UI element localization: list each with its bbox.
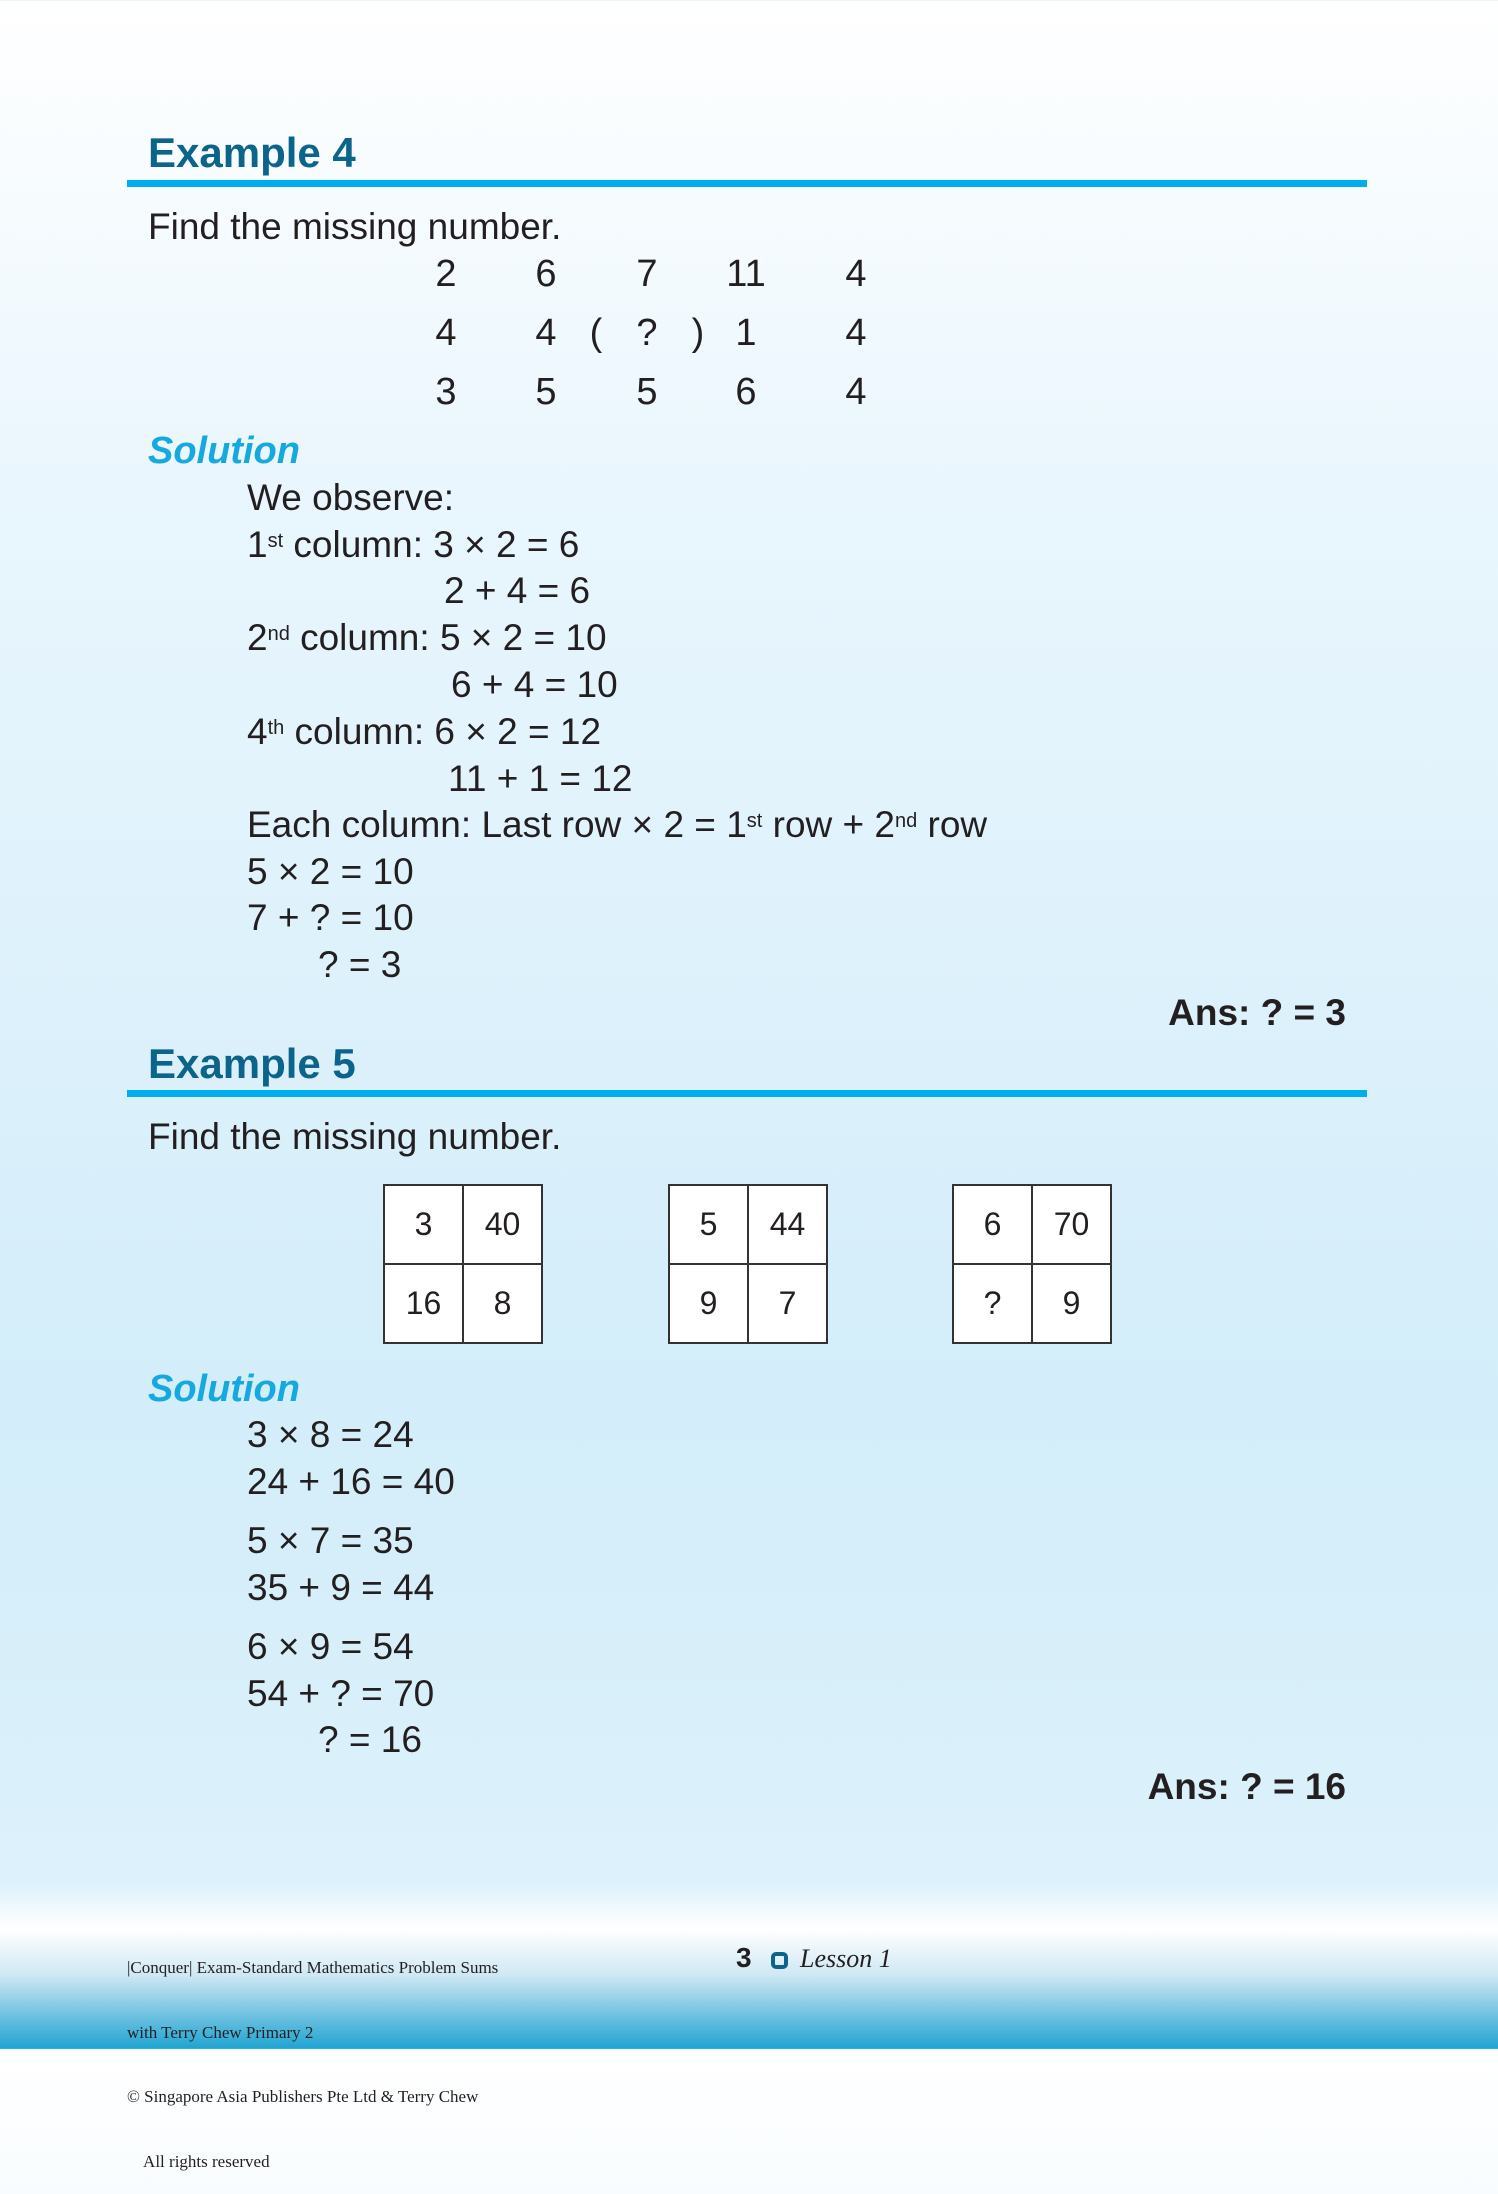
box-cell: 40 (463, 1185, 542, 1264)
grid-cell: 5 (636, 371, 658, 413)
box-cell: 70 (1032, 1185, 1111, 1264)
box-cell: 16 (384, 1264, 463, 1343)
number-box-2 (668, 1184, 828, 1344)
grid-cell: 4 (845, 371, 867, 413)
superscript: st (267, 530, 284, 552)
solution-line (247, 523, 579, 567)
answer: Ans: ? = 16 (1147, 1766, 1346, 1807)
grid-cell: 11 (726, 253, 766, 295)
solution-line: ? = 3 (318, 944, 402, 985)
credit-line: |Conquer| Exam-Standard Mathematics Problem Sums (127, 1958, 499, 1977)
solution-line (247, 710, 601, 754)
solution-line: 5 × 2 = 10 (247, 851, 414, 892)
paren-close: ) (691, 312, 705, 354)
number-box-1 (383, 1184, 543, 1344)
credit-line: © Singapore Asia Publishers Pte Ltd & Terry Chew (127, 2087, 479, 2106)
heading-rule (127, 1090, 1367, 1097)
grid-cell: 1 (735, 312, 757, 354)
text: row (917, 804, 988, 845)
text: 4 (247, 711, 268, 752)
box-cell: 7 (748, 1264, 827, 1343)
solution-line: 35 + 9 = 44 (247, 1567, 435, 1608)
solution-line: 5 × 7 = 35 (247, 1520, 414, 1561)
box-cell: 5 (669, 1185, 748, 1264)
grid-cell-missing: ? (636, 312, 658, 354)
solution-line: 3 × 8 = 24 (247, 1414, 414, 1455)
text: 2 (247, 617, 268, 658)
paren-open: ( (589, 312, 603, 354)
superscript: nd (895, 810, 918, 832)
example-5-heading: Example 5 (148, 1040, 356, 1087)
box-cell-missing: ? (953, 1264, 1032, 1343)
example-4-prompt: Find the missing number. (148, 206, 562, 247)
credit-line: All rights reserved (127, 2151, 270, 2171)
text: column: 6 × 2 = 12 (284, 711, 602, 752)
solution-line: 24 + 16 = 40 (247, 1461, 455, 1502)
box-cell: 44 (748, 1185, 827, 1264)
solution-line (247, 616, 607, 660)
superscript: th (267, 717, 285, 739)
grid-cell: 3 (435, 371, 457, 413)
page-number: 3 (736, 1942, 752, 1973)
solution-line: ? = 16 (318, 1719, 422, 1760)
grid-cell: 7 (636, 253, 658, 295)
solution-label: Solution (148, 430, 300, 472)
box-cell: 9 (1032, 1264, 1111, 1343)
solution-label: Solution (148, 1368, 300, 1410)
grid-cell: 4 (845, 312, 867, 354)
box-cell: 6 (953, 1185, 1032, 1264)
box-cell: 8 (463, 1264, 542, 1343)
solution-line: 6 × 9 = 54 (247, 1626, 414, 1667)
box-cell: 3 (384, 1185, 463, 1264)
answer: Ans: ? = 3 (1168, 992, 1346, 1033)
solution-line: 54 + ? = 70 (247, 1673, 435, 1714)
text: 1 (247, 524, 268, 565)
grid-cell: 4 (845, 253, 867, 295)
box-cell: 9 (669, 1264, 748, 1343)
grid-cell: 4 (435, 312, 457, 354)
solution-line: 6 + 4 = 10 (451, 664, 618, 705)
solution-line: 2 + 4 = 6 (444, 570, 591, 611)
text: column: 3 × 2 = 6 (283, 524, 580, 565)
solution-line (247, 803, 987, 847)
heading-rule (127, 180, 1367, 187)
solution-line: 11 + 1 = 12 (448, 758, 633, 799)
grid-cell: 6 (735, 371, 757, 413)
superscript: st (746, 810, 763, 832)
superscript: nd (267, 623, 290, 645)
example-5-prompt: Find the missing number. (148, 1116, 562, 1157)
solution-line: We observe: (247, 477, 455, 518)
solution-line: 7 + ? = 10 (247, 897, 414, 938)
number-box-3 (952, 1184, 1112, 1344)
grid-cell: 5 (535, 371, 557, 413)
credit-line: with Terry Chew Primary 2 (127, 2022, 314, 2042)
grid-cell: 2 (435, 253, 457, 295)
grid-cell: 4 (535, 312, 557, 354)
text: column: 5 × 2 = 10 (289, 617, 607, 658)
grid-cell: 6 (535, 253, 557, 295)
lesson-label: Lesson 1 (800, 1944, 892, 1973)
book-credits (127, 1914, 498, 2194)
example-4-heading: Example 4 (148, 129, 356, 176)
text: Each column: Last row × 2 = 1 (247, 804, 747, 845)
text: row + 2 (762, 804, 895, 845)
circle-bullet-icon (771, 1952, 788, 1969)
